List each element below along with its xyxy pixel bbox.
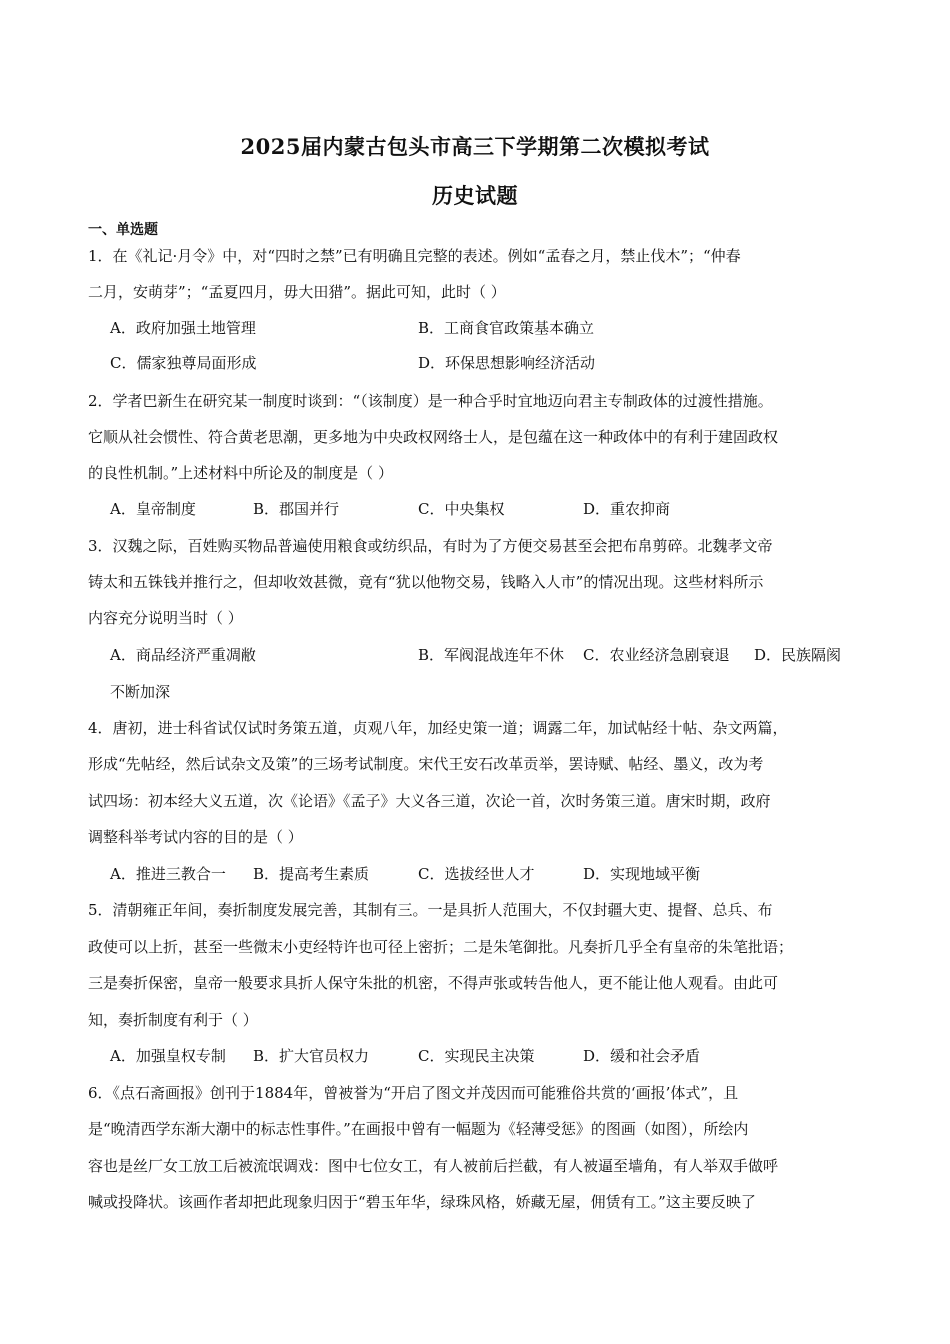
q6-line-1: 6．《点石斋画报》创刊于1884年，曾被誉为“开启了图文并茂因而可能雅俗共赏的‘画报’体式”，且 <box>88 1084 739 1102</box>
q2-option-d: D．重农抑商 <box>583 500 671 518</box>
q3-option-d-continued: 不断加深 <box>110 683 171 701</box>
q5-line-1: 5．清朝雍正年间，奏折制度发展完善，其制有三。一是具折人范围大，不仅封疆大吏、提督、总兵、布 <box>88 901 773 919</box>
exam-subtitle: 历史试题 <box>432 183 518 208</box>
q4-line-2: 形成“先帖经，然后试杂文及策”的三场考试制度。宋代王安石改革贡举，罢诗赋、帖经、墨义，改为考 <box>88 755 764 773</box>
q2-option-c: C．中央集权 <box>418 500 505 518</box>
q5-option-a: A．加强皇权专制 <box>110 1047 226 1065</box>
q1-option-b: B．工商食官政策基本确立 <box>418 319 595 337</box>
q3-option-d: D．民族隔阂 <box>754 646 842 664</box>
q5-line-2: 政使可以上折，甚至一些微末小吏经特许也可径上密折；二是朱笔御批。凡奏折几乎全有皇帝的朱笔批语； <box>88 938 794 956</box>
q1-line-2: 二月，安萌芽”；“孟夏四月，毋大田猎”。据此可知，此时（ ） <box>88 283 506 301</box>
q6-line-4: 喊或投降状。该画作者却把此现象归因于“碧玉年华，绿珠风格，娇藏无屋，佣赁有工。”这主要反映了 <box>88 1193 756 1211</box>
exam-title: 2025届内蒙古包头市高三下学期第二次模拟考试 <box>240 134 710 159</box>
q4-option-c: C．选拔经世人才 <box>418 865 535 883</box>
q2-line-1: 2．学者巴新生在研究某一制度时谈到：“（该制度）是一种合乎时宜地迈向君主专制政体的过渡性措施。 <box>88 392 773 410</box>
q4-option-a: A．推进三教合一 <box>110 865 226 883</box>
q6-line-2: 是“晚清西学东渐大潮中的标志性事件。”在画报中曾有一幅题为《轻薄受惩》的图画（如图），所绘内 <box>88 1120 749 1138</box>
q2-line-3: 的良性机制。”上述材料中所论及的制度是（ ） <box>88 464 393 482</box>
q2-option-a: A．皇帝制度 <box>110 500 196 518</box>
q5-option-b: B．扩大官员权力 <box>253 1047 370 1065</box>
q2-option-b: B．郡国并行 <box>253 500 340 518</box>
q4-option-b: B．提高考生素质 <box>253 865 370 883</box>
q3-option-b: B．军阀混战连年不休 <box>418 646 565 664</box>
q5-line-4: 知，奏折制度有利于（ ） <box>88 1011 258 1029</box>
q1-option-d: D．环保思想影响经济活动 <box>418 354 596 372</box>
q4-line-1: 4．唐初，进士科省试仅试时务策五道，贞观八年，加经史策一道；调露二年，加试帖经十帖、杂文两篇， <box>88 719 788 737</box>
q5-line-3: 三是奏折保密，皇帝一般要求具折人保守朱批的机密，不得声张或转告他人，更不能让他人观看。由此可 <box>88 974 779 992</box>
q3-option-a: A．商品经济严重凋敝 <box>110 646 256 664</box>
q3-line-2: 铸太和五铢钱并推行之，但却收效甚微，竟有“犹以他物交易，钱略入人市”的情况出现。这些材料所示 <box>88 573 764 591</box>
q5-option-d: D．缓和社会矛盾 <box>583 1047 701 1065</box>
q1-option-a: A．政府加强土地管理 <box>110 319 256 337</box>
q3-option-c: C．农业经济急剧衰退 <box>583 646 730 664</box>
q6-line-3: 容也是丝厂女工放工后被流氓调戏：图中七位女工，有人被前后拦截，有人被逼至墙角，有人举双手做呼 <box>88 1157 779 1175</box>
q4-line-3: 试四场：初本经大义五道，次《论语》《孟子》大义各三道，次论一首，次时务策三道。唐宋时期，政府 <box>88 792 771 810</box>
q3-line-3: 内容充分说明当时（ ） <box>88 609 243 627</box>
section-heading: 一、单选题 <box>88 222 158 238</box>
q2-line-2: 它顺从社会惯性、符合黄老思潮，更多地为中央政权网络士人，是包蕴在这一种政体中的有利于建固政权 <box>88 428 779 446</box>
q3-line-1: 3．汉魏之际，百姓购买物品普遍使用粮食或纺织品，有时为了方便交易甚至会把布帛剪碎。北魏孝文帝 <box>88 537 773 555</box>
q5-option-c: C．实现民主决策 <box>418 1047 535 1065</box>
q1-option-c: C．儒家独尊局面形成 <box>110 354 257 372</box>
q1-line-1: 1．在《礼记·月令》中，对“四时之禁”已有明确且完整的表述。例如“孟春之月，禁止伐木”；“仲春 <box>88 247 741 265</box>
q4-line-4: 调整科举考试内容的目的是（ ） <box>88 828 303 846</box>
q4-option-d: D．实现地域平衡 <box>583 865 701 883</box>
